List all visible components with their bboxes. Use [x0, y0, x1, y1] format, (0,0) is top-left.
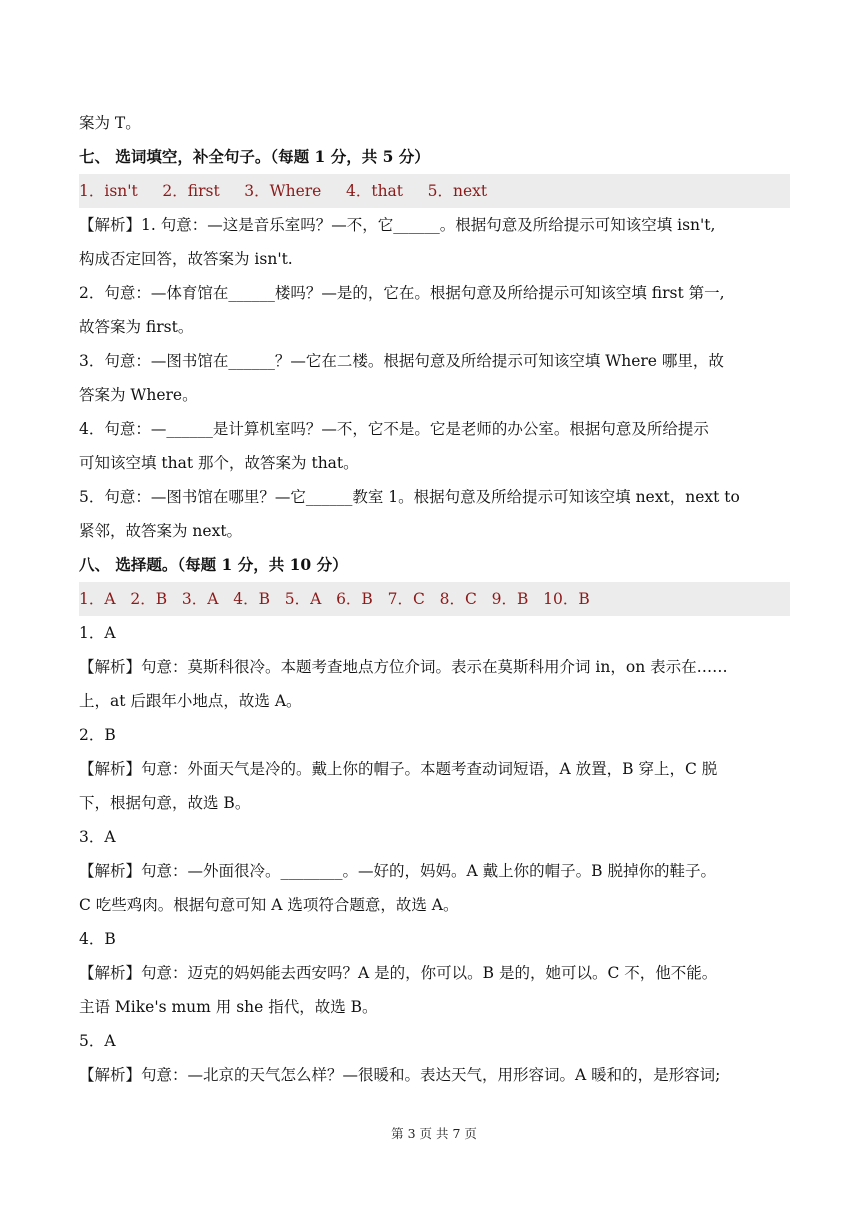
section-8-heading: 八、 选择题。（每题 1 分，共 10 分） — [79, 555, 348, 574]
text-line: 【解析】句意：—外面很冷。________。—好的，妈妈。A 戴上你的帽子。B 脱掉你的鞋子。 — [79, 862, 716, 880]
text-line: C 吃些鸡肉。根据句意可知 A 选项符合题意，故选 A。 — [79, 896, 459, 914]
question-number: 5．A — [79, 1032, 116, 1050]
text-line: 2．句意：—体育馆在______楼吗？—是的，它在。根据句意及所给提示可知该空填 first 第一, — [79, 284, 725, 302]
text-line: 构成否定回答，故答案为 isn't. — [79, 250, 293, 268]
text-line: 【解析】1. 句意：—这是音乐室吗？—不，它______。根据句意及所给提示可知该空填 isn't, — [79, 216, 716, 234]
question-number: 3．A — [79, 828, 116, 846]
text-line: 【解析】句意：迈克的妈妈能去西安吗？A 是的，你可以。B 是的，她可以。C 不，他不能。 — [79, 964, 718, 982]
question-number: 4．B — [79, 930, 116, 948]
page-footer: 第 3 页 共 7 页 — [391, 1126, 477, 1141]
text-line: 【解析】句意：外面天气是冷的。戴上你的帽子。本题考查动词短语，A 放置，B 穿上，C 脱 — [79, 760, 718, 778]
text-line: 答案为 Where。 — [79, 386, 198, 404]
text-line: 5．句意：—图书馆在哪里？—它______教室 1。根据句意及所给提示可知该空填 next，next to — [79, 488, 740, 506]
text-line: 【解析】句意：莫斯科很冷。本题考查地点方位介词。表示在莫斯科用介词 in，on 表示在…… — [79, 658, 728, 676]
page-content — [79, 106, 790, 1092]
text-line: 故答案为 first。 — [79, 318, 194, 336]
text-line: 4．句意：—______是计算机室吗？—不，它不是。它是老师的办公室。根据句意及所给提示 — [79, 420, 709, 438]
text-line: 可知该空填 that 那个，故答案为 that。 — [79, 454, 359, 472]
section-7-answer-key: 1．isn't 2．first 3．Where 4．that 5．next — [79, 174, 790, 208]
text-line: 下，根据句意，故选 B。 — [79, 794, 251, 812]
question-number: 2．B — [79, 726, 116, 744]
section-8-answer-key: 1．A 2．B 3．A 4．B 5．A 6．B 7．C 8．C 9．B 10．B — [79, 582, 790, 616]
text-line: 【解析】句意：—北京的天气怎么样？—很暖和。表达天气，用形容词。A 暖和的，是形容词; — [79, 1066, 721, 1084]
text-line: 主语 Mike's mum 用 she 指代，故选 B。 — [79, 998, 378, 1016]
text-line: 上，at 后跟年小地点，故选 A。 — [79, 692, 302, 710]
section-7-heading: 七、 选词填空，补全句子。（每题 1 分，共 5 分） — [79, 147, 430, 166]
question-number: 1．A — [79, 624, 116, 642]
text-line: 紧邻，故答案为 next。 — [79, 522, 243, 540]
text-line: 3．句意：—图书馆在______？—它在二楼。根据句意及所给提示可知该空填 Where 哪里，故 — [79, 352, 724, 370]
text-line: 案为 T。 — [79, 114, 141, 132]
